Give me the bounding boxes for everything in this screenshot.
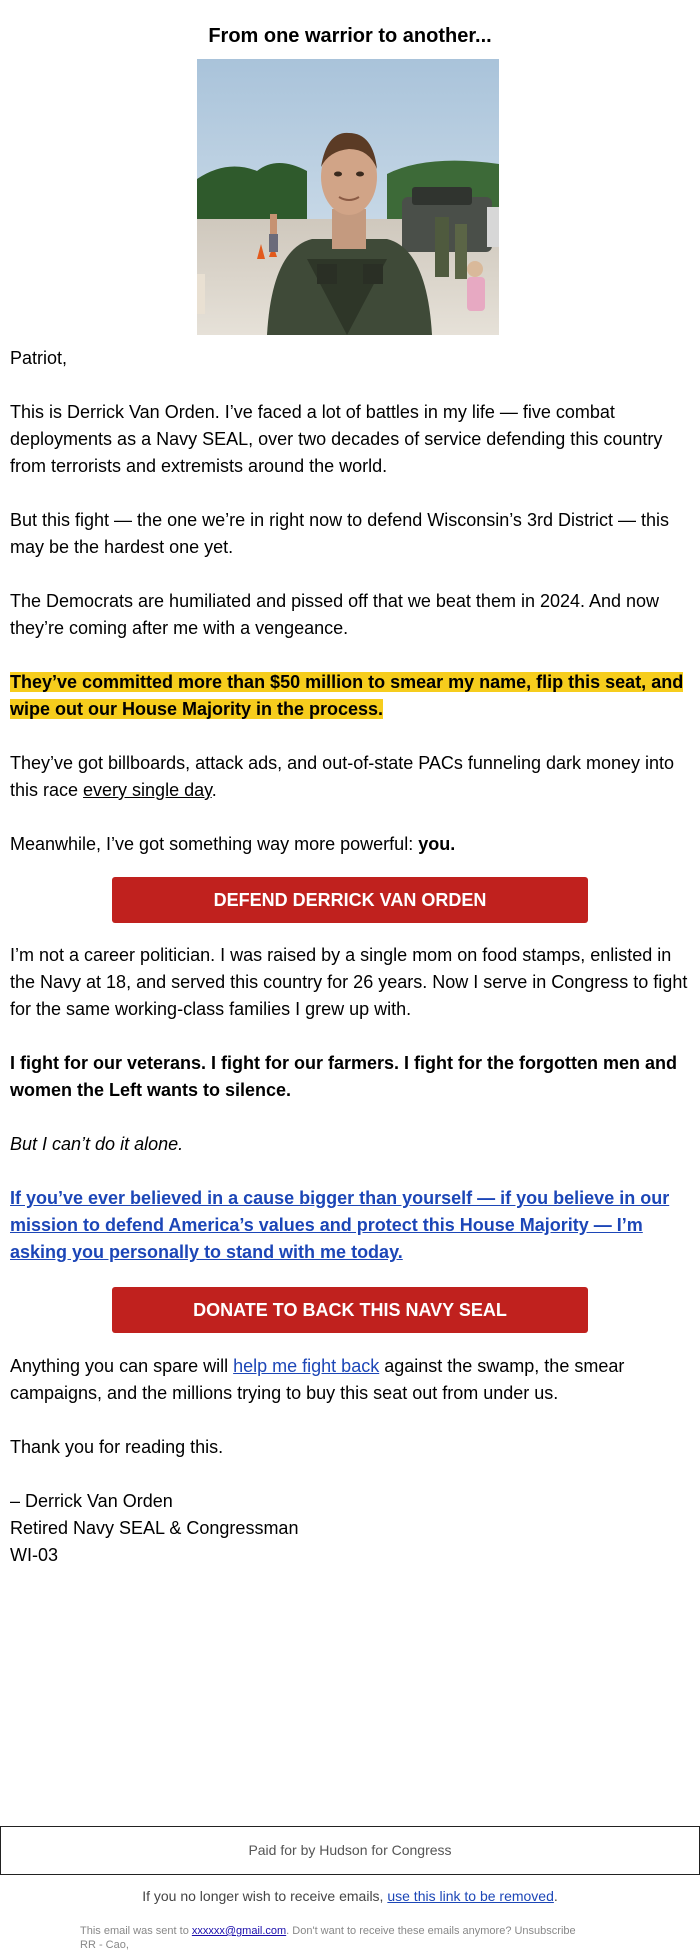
defend-button[interactable]: DEFEND DERRICK VAN ORDEN: [112, 877, 588, 923]
fight-back-link[interactable]: help me fight back: [233, 1356, 380, 1376]
soldier-photo-image: [197, 59, 499, 335]
paragraph-spare: [10, 1353, 694, 1407]
cause-link[interactable]: If you’ve ever believed in a cause bigger than yourself — if you believe in our mission to defend America’s values and protect this House Majority — I’m asking you personally to stand with me today.: [10, 1188, 670, 1262]
paragraph-alone: But I can’t do it alone.: [10, 1134, 184, 1154]
spare-text: Anything you can spare will: [10, 1356, 234, 1376]
paragraph-cause: [10, 1185, 694, 1266]
recipient-email-link[interactable]: xxxxxx@gmail.com: [191, 1925, 287, 1937]
paid-for-disclaimer: Paid for by Hudson for Congress: [0, 1826, 700, 1875]
fine-start: This email was sent to: [80, 1925, 192, 1937]
spare-end: against the swamp, the smear campaigns, and the millions trying to buy this seat out from under us.: [10, 1356, 625, 1403]
paragraph-background: I’m not a career politician. I was raised by a single mom on food stamps, enlisted in the Navy at 18, and served this country for 26 years. Now I serve in Congress to fight for the same working-class families I grew up with.: [10, 945, 688, 1019]
signature-title: Retired Navy SEAL & Congressman: [10, 1518, 299, 1538]
unsub-end: .: [553, 1888, 558, 1904]
underlined-text: every single day: [83, 780, 212, 800]
hero-photo: [197, 59, 499, 335]
signature-name: – Derrick Van Orden: [10, 1491, 173, 1511]
meanwhile-text: Meanwhile, I’ve got something way more powerful:: [10, 834, 419, 854]
unsubscribe-line: [0, 1888, 700, 1904]
donate-button[interactable]: DONATE TO BACK THIS NAVY SEAL: [112, 1287, 588, 1333]
paragraph-hardest-fight: But this fight — the one we’re in right now to defend Wisconsin’s 3rd District — this may be the hardest one yet.: [10, 510, 669, 557]
paragraph-democrats: The Democrats are humiliated and pissed off that we beat them in 2024. And now they’re coming after me with a vengeance.: [10, 591, 660, 638]
fine-mid: . Don't want to receive these emails anymore? Unsubscribe: [286, 1925, 576, 1937]
paragraph-intro: This is Derrick Van Orden. I’ve faced a lot of battles in my life — five combat deployments as a Navy SEAL, over two decades of service defending this country from terrorists and extremists around the world.: [10, 402, 663, 476]
unsubscribe-link[interactable]: use this link to be removed: [387, 1888, 554, 1904]
unsub-text: If you no longer wish to receive emails,: [142, 1888, 388, 1904]
billboards-end: .: [211, 780, 217, 800]
billboards-text: They’ve got billboards, attack ads, and out-of-state PACs funneling dark money into this race: [10, 753, 675, 800]
fine-line2: RR - Cao,: [80, 1939, 129, 1951]
signature-district: WI-03: [10, 1545, 59, 1565]
paragraph-billboards: [10, 750, 694, 804]
highlight-paragraph: [10, 669, 694, 723]
paragraph-thanks: Thank you for reading this.: [10, 1437, 224, 1457]
paragraph-fight: I fight for our veterans. I fight for our farmers. I fight for the forgotten men and women the Left wants to silence.: [10, 1053, 678, 1100]
highlighted-text: They’ve committed more than $50 million to smear my name, flip this seat, and wipe out our House Majority in the process.: [10, 672, 684, 719]
paragraph-meanwhile: [10, 831, 694, 858]
headline: From one warrior to another...: [208, 25, 492, 47]
fine-print: [80, 1924, 640, 1952]
greeting: Patriot,: [10, 348, 68, 368]
you-bold: you.: [418, 834, 456, 854]
